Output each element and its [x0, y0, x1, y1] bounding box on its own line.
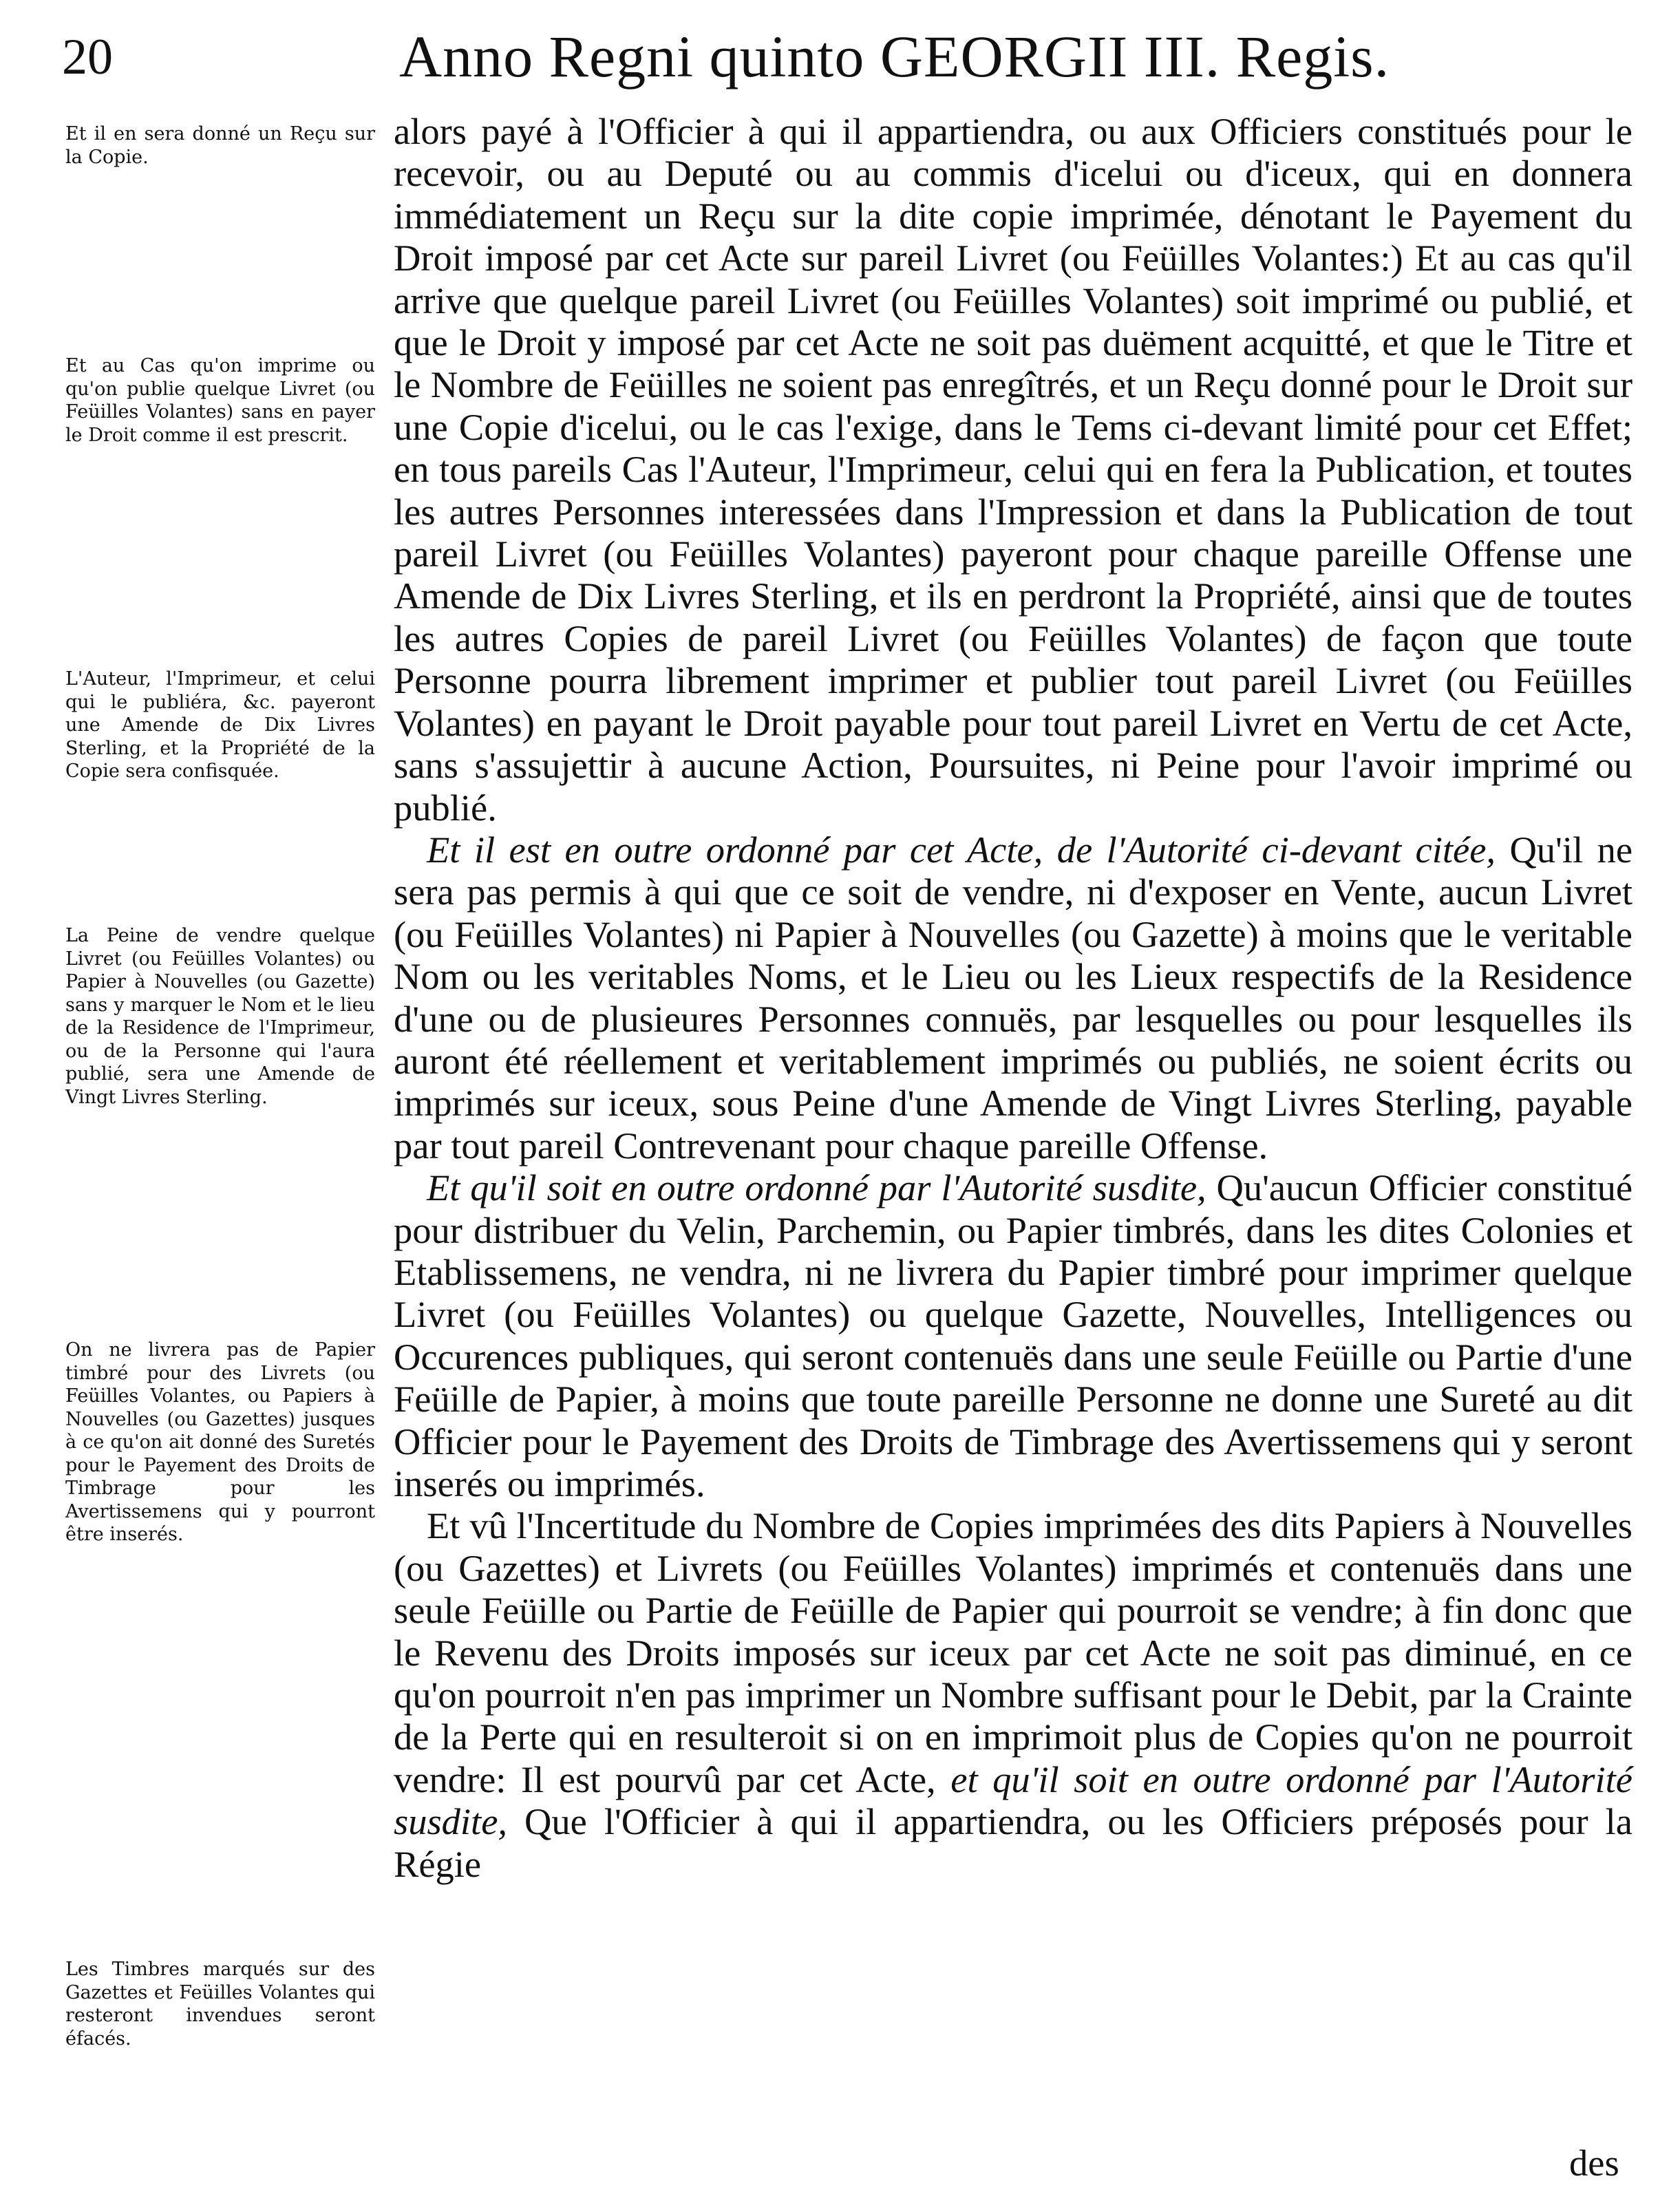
paragraph-2 [394, 829, 1633, 1167]
margin-note-unpaid-duty: Et au Cas qu'on imprime ou qu'on publie quelque Livret (ou Feüilles Volantes) sans en payer le Droit comme il est prescrit. [65, 355, 375, 446]
paragraph-3 [394, 1167, 1633, 1504]
catchword: des [1569, 2142, 1619, 2184]
running-title: Anno Regni quinto GEORGII III. Regis. [399, 23, 1390, 89]
page-header [62, 19, 1638, 102]
paragraph-4 [394, 1504, 1633, 1885]
paragraph-4-continuation: Que l'Officier à qui il appartiendra, ou les Officiers préposés pour la Régie [394, 1800, 1633, 1885]
main-text [394, 110, 1633, 1885]
paragraph-4-enacting-clause: et qu'il soit en outre ordonné par l'Autorité susdite, [394, 1758, 1633, 1843]
margin-note-name-and-residence: La Peine de vendre quelque Livret (ou Feüilles Volantes) ou Papier à Nouvelles (ou Gazette) sans y marquer le Nom et le lieu de la Residence de l'Imprimeur, ou de la Personne qui l'aura publié, sera une Amende de Vingt Livres Sterling. [65, 925, 375, 1108]
paragraph-3-text: Qu'aucun Officier constitué pour distribuer du Velin, Parchemin, ou Papier timbrés, dans les dites Colonies et Etablissemens, ne vendra, ni ne livrera du Papier timbré pour imprimer quelque Livret (ou Feüilles Volantes) ou quelque Gazette, Nouvelles, Intelligences ou Occurences publiques, qui seront contenuës dans une seule Feüille ou Partie d'une Feüille de Papier, à moins que toute pareille Personne ne donne une Sureté au dit Officier pour le Payement des Droits de Timbrage des Avertissemens qui y seront inserés ou imprimés. [394, 1167, 1633, 1504]
margin-note-receipt: Et il en sera donné un Reçu sur la Copie. [65, 123, 375, 168]
paragraph-2-text: Qu'il ne sera pas permis à qui que ce soit de vendre, ni d'exposer en Vente, aucun Livret (ou Feüilles Volantes) ni Papier à Nouvelles (ou Gazette) à moins que le veritable Nom ou les veritables Noms, et le Lieu ou les Lieux respectifs de la Residence d'une ou de plusieures Personnes connuës, par lesquelles ou pour lesquelles ils auront été réellement et veritablement imprimés ou publiés, ne soient écrits ou imprimés sur iceux, sous Peine d'une Amende de Vingt Livres Sterling, payable par tout pareil Contrevenant pour chaque pareille Offense. [394, 828, 1633, 1167]
paragraph-3-enacting-clause: Et qu'il soit en outre ordonné par l'Autorité susdite, [427, 1167, 1206, 1209]
paragraph-2-enacting-clause: Et il est en outre ordonné par cet Acte, de l'Autorité ci-devant citée, [427, 828, 1496, 871]
paragraph-1 [394, 110, 1633, 829]
margin-note-fine-ten-pounds: L'Auteur, l'Imprimeur, et celui qui le publiéra, &c. payeront une Amende de Dix Livres Sterling, et la Propriété de la Copie sera confisquée. [65, 668, 375, 782]
paragraph-1-text: alors payé à l'Officier à qui il appartiendra, ou aux Officiers constitués pour le recevoir, ou au Deputé ou au commis d'icelui ou d'iceux, qui en donnera immédiatement un Reçu sur la dite copie imprimée, dénotant le Payement du Droit imposé par cet Acte sur pareil Livret (ou Feüilles Volantes:) Et au cas qu'il arrive que quelque pareil Livret (ou Feüilles Volantes) soit imprimé ou publié, et que le Droit y imposé par cet Acte ne soit pas duëment acquitté, et que le Titre et le Nombre de Feüilles ne soient pas enregîtrés, et un Reçu donné pour le Droit sur une Copie d'icelui, ou le cas l'exige, dans le Tems ci-devant limité pour cet Effet; en tous pareils Cas l'Auteur, l'Imprimeur, celui qui en fera la Publication, et toutes les autres Personnes interessées dans l'Impression et dans la Publication de tout pareil Livret (ou Feüilles Volantes) payeront pour chaque pareille Offense une Amende de Dix Livres Sterling, et ils en perdront la Propriété, ainsi que de toutes les autres Copies de pareil Livret (ou Feüilles Volantes) de façon que toute Personne pourra librement imprimer et publier tout pareil Livret (ou Feüilles Volantes) en payant le Droit payable pour tout pareil Livret en Vertu de cet Acte, sans s'assujettir à aucune Action, Poursuites, ni Peine pour l'avoir imprimé ou publié. [394, 110, 1633, 829]
page-number: 20 [62, 29, 113, 85]
margin-note-stamped-paper: On ne livrera pas de Papier timbré pour des Livrets (ou Feüilles Volantes, ou Papiers à Nouvelles (ou Gazettes) jusques à ce qu'on ait donné des Suretés pour le Payement des Droits de Timbrage pour les Avertissemens qui y pourront être inserés. [65, 1339, 375, 1545]
margin-note-unsold-stamps: Les Timbres marqués sur des Gazettes et Feüilles Volantes qui resteront invendues seront éfacés. [65, 1959, 375, 2049]
paragraph-4-text: Et vû l'Incertitude du Nombre de Copies imprimées des dits Papiers à Nouvelles (ou Gazettes) et Livrets (ou Feüilles Volantes) imprimés et contenuës dans une seule Feüille ou Partie de Feüille de Papier qui pourroit se vendre; à fin donc que le Revenu des Droits imposés sur iceux par cet Acte ne soit pas diminué, en ce qu'on pourroit n'en pas imprimer un Nombre suffisant pour le Debit, par la Crainte de la Perte qui en resulteroit si on en imprimoit plus de Copies qu'on ne pourroit vendre: Il est pourvû par cet Acte, [394, 1504, 1633, 1800]
